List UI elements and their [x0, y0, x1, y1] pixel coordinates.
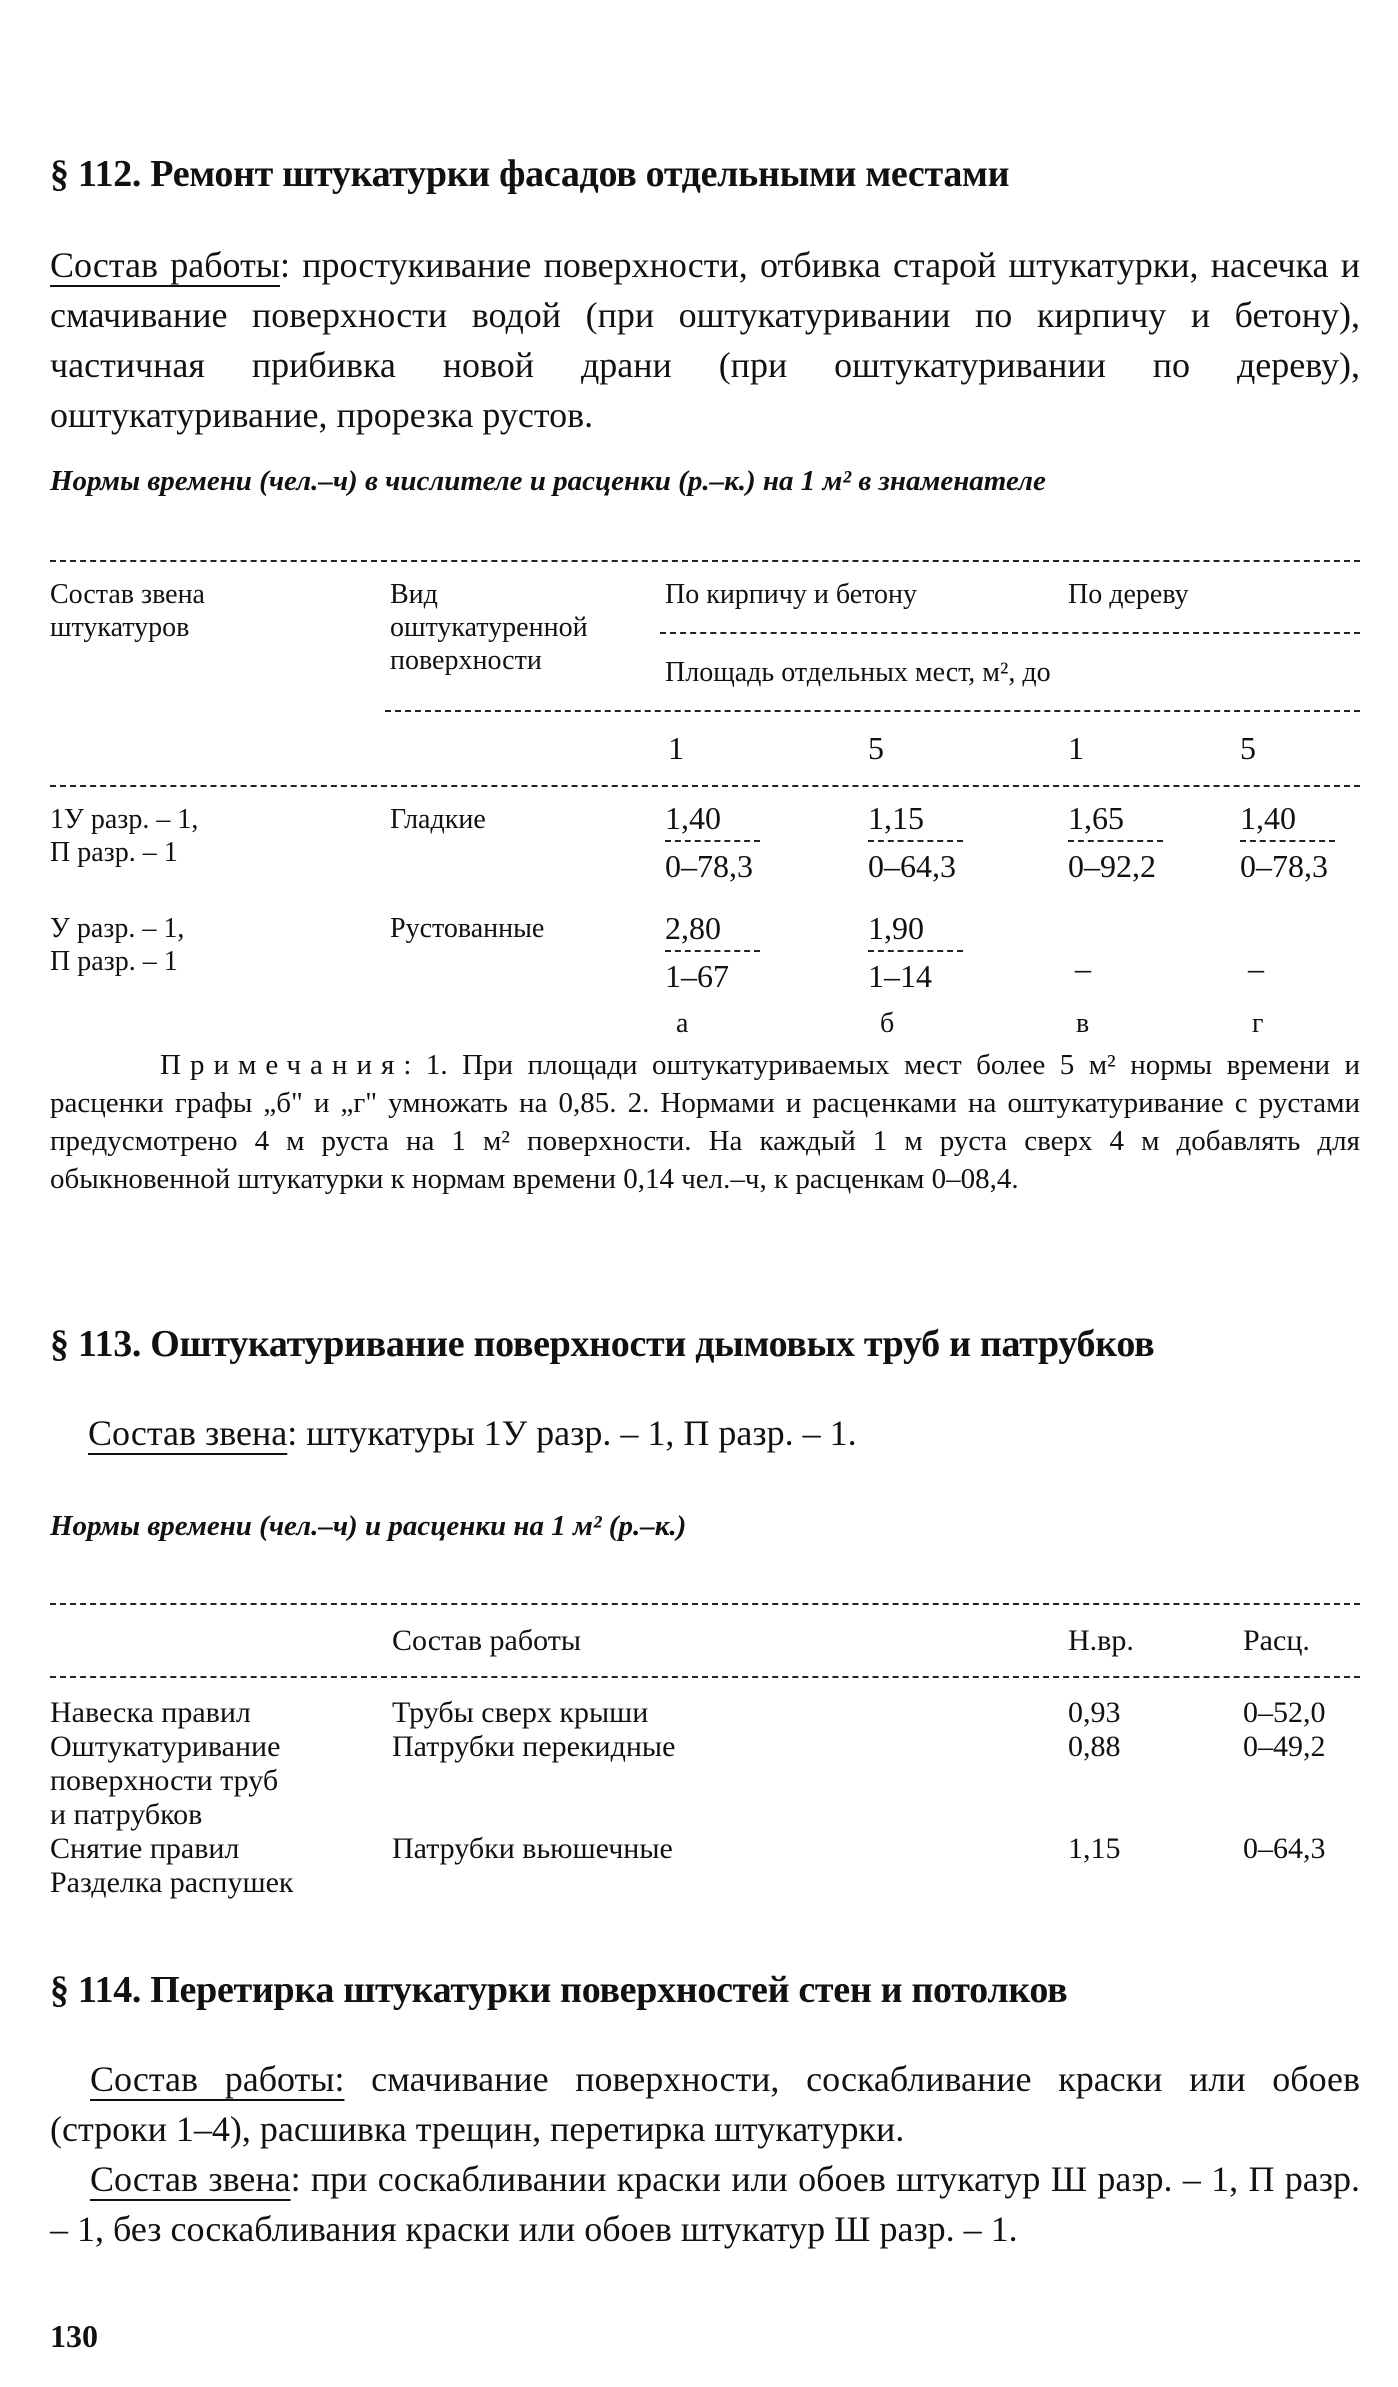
work-text: смачивание поверхности, соскабливание краски или обоев (строки 1–4), расшивка трещин, перетирка штукатурки. — [50, 2059, 1361, 2149]
work-row-2: Патрубки перекидные — [392, 1730, 676, 1763]
col-crew-header: Состав звена штукатуров — [50, 579, 205, 643]
list-item: поверхности труб — [50, 1764, 279, 1797]
nvr-row-3: 1,15 — [1068, 1832, 1121, 1865]
empty-cell-dash: – — [1075, 950, 1091, 986]
table-rule — [385, 710, 1360, 712]
work-text: : простукивание поверхности, отбивка старой штукатурки, насечка и смачивание поверхности водой (при оштукатуривании по кирпичу и бетону), частичная прибивка новой драни (при оштукатуривании по дереву), оштукатуривание, прорезка рустов. — [50, 245, 1360, 435]
col-work-header: Состав работы — [392, 1624, 581, 1657]
work-label: Состав работы: — [90, 2059, 345, 2099]
crew-row-2: У разр. – 1, П разр. – 1 — [50, 913, 185, 977]
crew-composition-113 — [88, 1408, 857, 1458]
nvr-row-2: 0,88 — [1068, 1730, 1121, 1763]
page-number: 130 — [50, 2318, 98, 2354]
table-rule — [50, 1676, 1360, 1678]
heading-112: § 112. Ремонт штукатурки фасадов отдельными местами — [50, 153, 1010, 195]
value-cell: $\frac{1,90}{1-14}$ — [868, 910, 963, 995]
crew-composition-114 — [50, 2154, 1360, 2254]
crew-text: : при соскабливании краски или обоев штукатур Ш разр. – 1, П разр. – 1, без соскабливания краски или обоев штукатур Ш разр. – 1. — [50, 2159, 1361, 2249]
note-text: : 1. При площади оштукатуриваемых мест более 5 м² нормы времени и расценки графы „б" и „г" умножать на 0,85. 2. Нормами и расценками на оштукатуривание с рустами предусмотрено 4 м руста на 1 м² поверхности. На каждый 1 м руста сверх 4 м добавлять для обыкновенной штукатурки к нормам времени 0,14 чел.–ч, к расценкам 0–08,4. — [50, 1049, 1360, 1195]
column-letter: а — [676, 1008, 689, 1039]
work-composition-114 — [50, 2054, 1360, 2154]
type-row-2: Рустованные — [390, 913, 545, 944]
table-rule — [50, 560, 1360, 562]
table-rule — [50, 1603, 1360, 1605]
area-5: 5 — [868, 730, 884, 766]
value-cell: $\frac{2,80}{1-67}$ — [665, 910, 760, 995]
col-area-header: Площадь отдельных мест, м², до — [665, 657, 1051, 688]
work-row-3: Патрубки вьюшечные — [392, 1832, 673, 1865]
column-letter: б — [880, 1008, 895, 1039]
note-label: Примечания — [160, 1049, 404, 1081]
value-cell: $\frac{1,40}{0-78,3}$ — [1240, 800, 1335, 885]
crew-label: Состав звена — [90, 2159, 291, 2199]
heading-113: § 113. Оштукатуривание поверхности дымовых труб и патрубков — [50, 1323, 1155, 1365]
norms-caption-112: Нормы времени (чел.–ч) в числителе и расценки (р.–к.) на 1 м² в знаменателе — [50, 465, 1046, 497]
table-rule — [660, 632, 1360, 634]
heading-114: § 114. Перетирка штукатурки поверхностей стен и потолков — [50, 1969, 1068, 2011]
crew-text: : штукатуры 1У разр. – 1, П разр. – 1. — [287, 1413, 857, 1453]
norms-caption-113: Нормы времени (чел.–ч) и расценки на 1 м² (р.–к.) — [50, 1510, 687, 1542]
work-label: Состав работы — [50, 245, 280, 285]
list-item: и патрубков — [50, 1798, 203, 1831]
work-composition-112 — [50, 240, 1360, 440]
area-5: 5 — [1240, 730, 1256, 766]
work-row-1: Трубы сверх крыши — [392, 1696, 649, 1729]
rasc-row-2: 0–49,2 — [1243, 1730, 1326, 1763]
table-rule — [50, 785, 1360, 787]
value-cell: $\frac{1,40}{0-78,3}$ — [665, 800, 760, 885]
area-1: 1 — [668, 730, 684, 766]
col-wood-header: По дереву — [1068, 579, 1189, 610]
crew-label: Состав звена — [88, 1413, 288, 1453]
crew-row-1: 1У разр. – 1, П разр. – 1 — [50, 804, 199, 868]
column-letter: в — [1076, 1008, 1090, 1039]
rasc-row-3: 0–64,3 — [1243, 1832, 1326, 1865]
col-rasc-header: Расц. — [1243, 1624, 1310, 1657]
work-steps-list — [50, 1696, 293, 1900]
list-item: Разделка распушек — [50, 1866, 294, 1899]
area-1: 1 — [1068, 730, 1084, 766]
rasc-row-1: 0–52,0 — [1243, 1696, 1326, 1729]
nvr-row-1: 0,93 — [1068, 1696, 1121, 1729]
list-item: Навеска правил — [50, 1696, 251, 1729]
list-item: Оштукатуривание — [50, 1730, 281, 1763]
list-item: Снятие правил — [50, 1832, 240, 1865]
value-cell: $\frac{1,15}{0-64,3}$ — [868, 800, 963, 885]
empty-cell-dash: – — [1248, 950, 1264, 986]
col-type-header: Вид оштукатуренной поверхности — [390, 579, 588, 676]
column-letter: г — [1252, 1008, 1264, 1039]
note-112 — [50, 1046, 1360, 1198]
type-row-1: Гладкие — [390, 804, 486, 835]
col-nvr-header: Н.вр. — [1068, 1624, 1134, 1657]
col-brick-header: По кирпичу и бетону — [665, 579, 917, 610]
value-cell: $\frac{1,65}{0-92,2}$ — [1068, 800, 1163, 885]
